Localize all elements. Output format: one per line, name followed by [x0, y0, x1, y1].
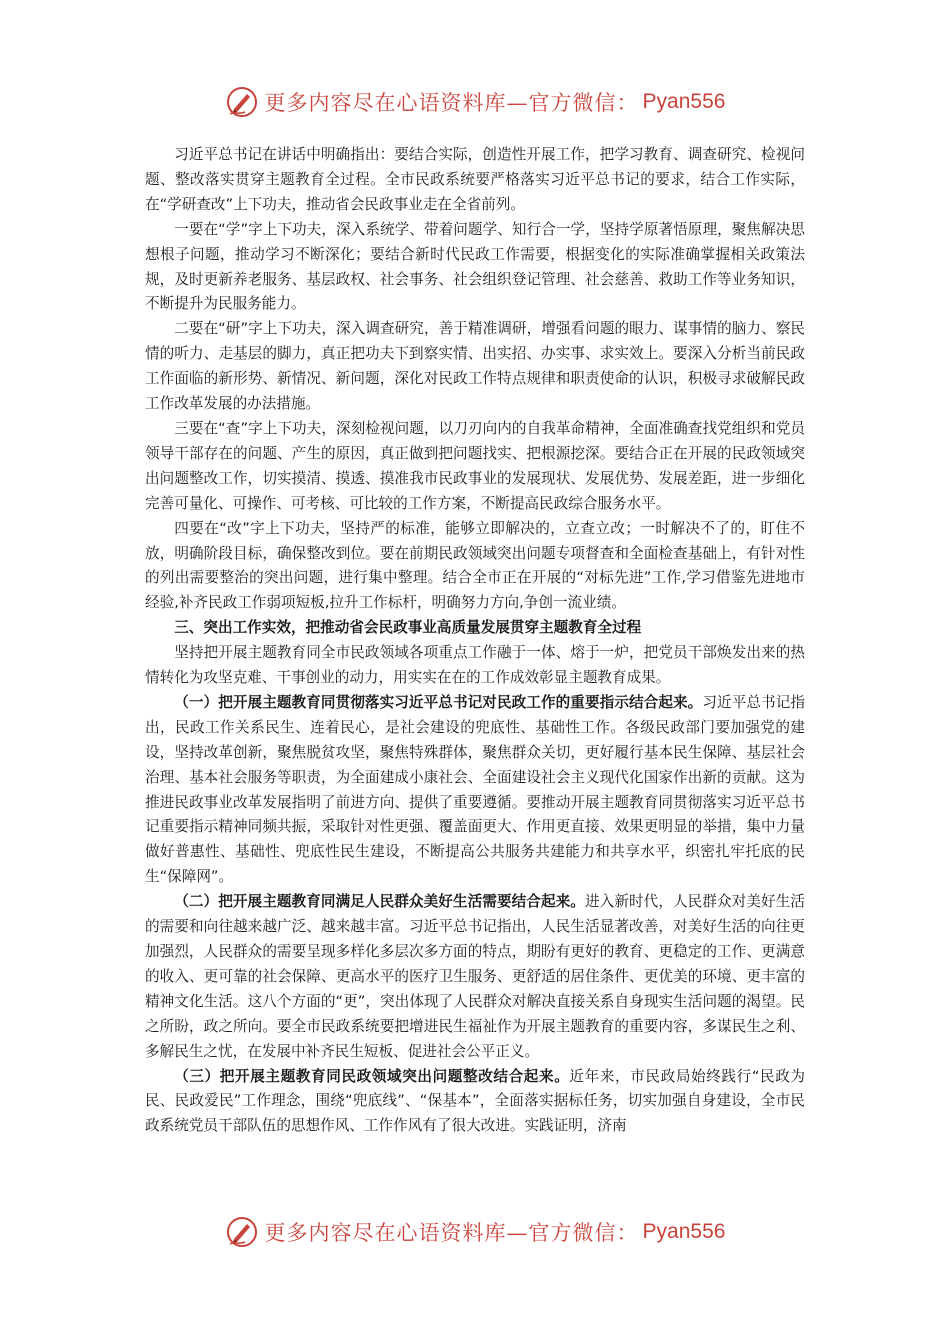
- paragraph-inspect: 三要在“查”字上下功夫，深刻检视问题，以刀刃向内的自我革命精神，全面准确查找党组织和党员领导干部存在的问题、产生的原因，真正做到把问题找实、把根源挖深。要结合正在开展的民政领域突出问题整改工作，切实摸清、摸透、摸准我市民政事业的发展现状、发展优势、发展差距，进一步细化完善可量化、可操作、可考核、可比较的工作方案，不断提高民政综合服务水平。: [145, 419, 805, 512]
- banner-wechat-id: Pyan556: [642, 1220, 726, 1243]
- paragraph-research: 二要在“研”字上下功夫，深入调查研究，善于精准调研，增强看问题的眼力、谋事情的脑力、察民情的听力、走基层的脚力，真正把功夫下到察实情、出实招、办实事、求实效上。要深入分析当前民政工作面临的新形势、新情况、新问题，深化对民政工作特点规律和职责使命的认识，积极寻求破解民政工作改革发展的办法措施。: [145, 320, 805, 413]
- paragraph-intro: 习近平总书记在讲话中明确指出：要结合实际，创造性开展工作，把学习教育、调查研究、检视问题、整改落实贯穿主题教育全过程。全市民政系统要严格落实习近平总书记的要求，结合工作实际，在“学研查改”上下功夫，推动省会民政事业走在全省前列。: [145, 146, 805, 213]
- section-heading: 三、突出工作实效，把推动省会民政事业高质量发展贯穿主题教育全过程: [174, 619, 642, 637]
- banner-text: 更多内容尽在心语资料库—官方微信：: [264, 91, 639, 115]
- item-2-title: （二）把开展主题教育同满足人民群众美好生活需要结合起来。: [174, 893, 585, 911]
- item-3-text: 近年来，市民政局始终践行“民政为民、民政爱民”工作理念，围绕“兜底线”、“保基本”，全面落实据标任务，切实加强自身建设，全市民政系统党员干部队伍的思想作风、工作作风有了很大改进。实践证明，济南: [145, 1067, 805, 1135]
- document-body: [145, 143, 805, 1139]
- item-1-text: 习近平总书记指出，民政工作关系民生、连着民心，是社会建设的兜底性、基础性工作。各级民政部门要加强党的建设，坚持改革创新，聚焦脱贫攻坚，聚焦特殊群体，聚焦群众关切，更好履行基本民生保障、基层社会治理、基本社会服务等职责，为全面建成小康社会、全面建设社会主义现代化国家作出新的贡献。这为推进民政事业改革发展指明了前进方向、提供了重要遵循。要推动开展主题教育同贯彻落实习近平总书记重要指示精神同频共振，采取针对性更强、覆盖面更大、作用更直接、效果更明显的举措，集中力量做好普惠性、基础性、兜底性民生建设，不断提高公共服务共建能力和共享水平，织密扎牢托底的民生“保障网”。: [145, 693, 805, 886]
- item-1-title: （一）把开展主题教育同贯彻落实习近平总书记对民政工作的重要指示结合起来。: [174, 693, 703, 711]
- banner-wechat-id: Pyan556: [642, 90, 726, 113]
- paragraph-item-3: [145, 1065, 805, 1140]
- banner-text: 更多内容尽在心语资料库—官方微信：: [264, 1221, 639, 1245]
- paragraph-item-1: [145, 691, 805, 890]
- paragraph-study: 一要在“学”字上下功夫，深入系统学、带着问题学、知行合一学，坚持学原著悟原理，聚焦解决思想根子问题，推动学习不断深化；要结合新时代民政工作需要，根据变化的实际准确掌握相关政策法规，及时更新养老服务、基层政权、社会事务、社会组织登记管理、社会慈善、救助工作等业务知识，不断提升为民服务能力。: [145, 220, 805, 313]
- paragraph-rectify: 四要在“改”字上下功夫，坚持严的标准，能够立即解决的，立查立改；一时解决不了的，盯住不放，明确阶段目标，确保整改到位。要在前期民政领域突出问题专项督查和全面检查基础上，有针对性的列出需要整治的突出问题，进行集中整理。结合全市正在开展的“对标先进”工作,学习借鉴先进地市经验,补齐民政工作弱项短板,拉升工作标杆，明确努力方向,争创一流业绩。: [145, 519, 805, 612]
- paragraph-section-intro: 坚持把开展主题教育同全市民政领域各项重点工作融于一体、熔于一炉，把党员干部焕发出来的热情转化为攻坚克难、干事创业的动力，用实实在在的工作成效彰显主题教育成果。: [145, 644, 805, 687]
- pen-logo-icon: [225, 1215, 259, 1249]
- item-3-title: （三）把开展主题教育同民政领域突出问题整改结合起来。: [174, 1067, 570, 1085]
- pen-logo-icon: [225, 85, 259, 119]
- item-2-text: 进入新时代，人民群众对美好生活的需要和向往越来越广泛、越来越丰富。习近平总书记指出，人民生活显著改善，对美好生活的向往更加强烈，人民群众的需要呈现多样化多层次多方面的特点，期盼有更好的教育、更稳定的工作、更满意的收入、更可靠的社会保障、更高水平的医疗卫生服务、更舒适的居住条件、更优美的环境、更丰富的精神文化生活。这八个方面的“更”，突出体现了人民群众对解决直接关系自身现实生活问题的渴望。民之所盼，政之所向。要全市民政系统要把增进民生福祉作为开展主题教育的重要内容，多谋民生之利、多解民生之忧，在发展中补齐民生短板、促进社会公平正义。: [145, 893, 805, 1060]
- paragraph-item-2: [145, 890, 805, 1064]
- header-banner: [0, 82, 950, 122]
- footer-banner: [0, 1212, 950, 1252]
